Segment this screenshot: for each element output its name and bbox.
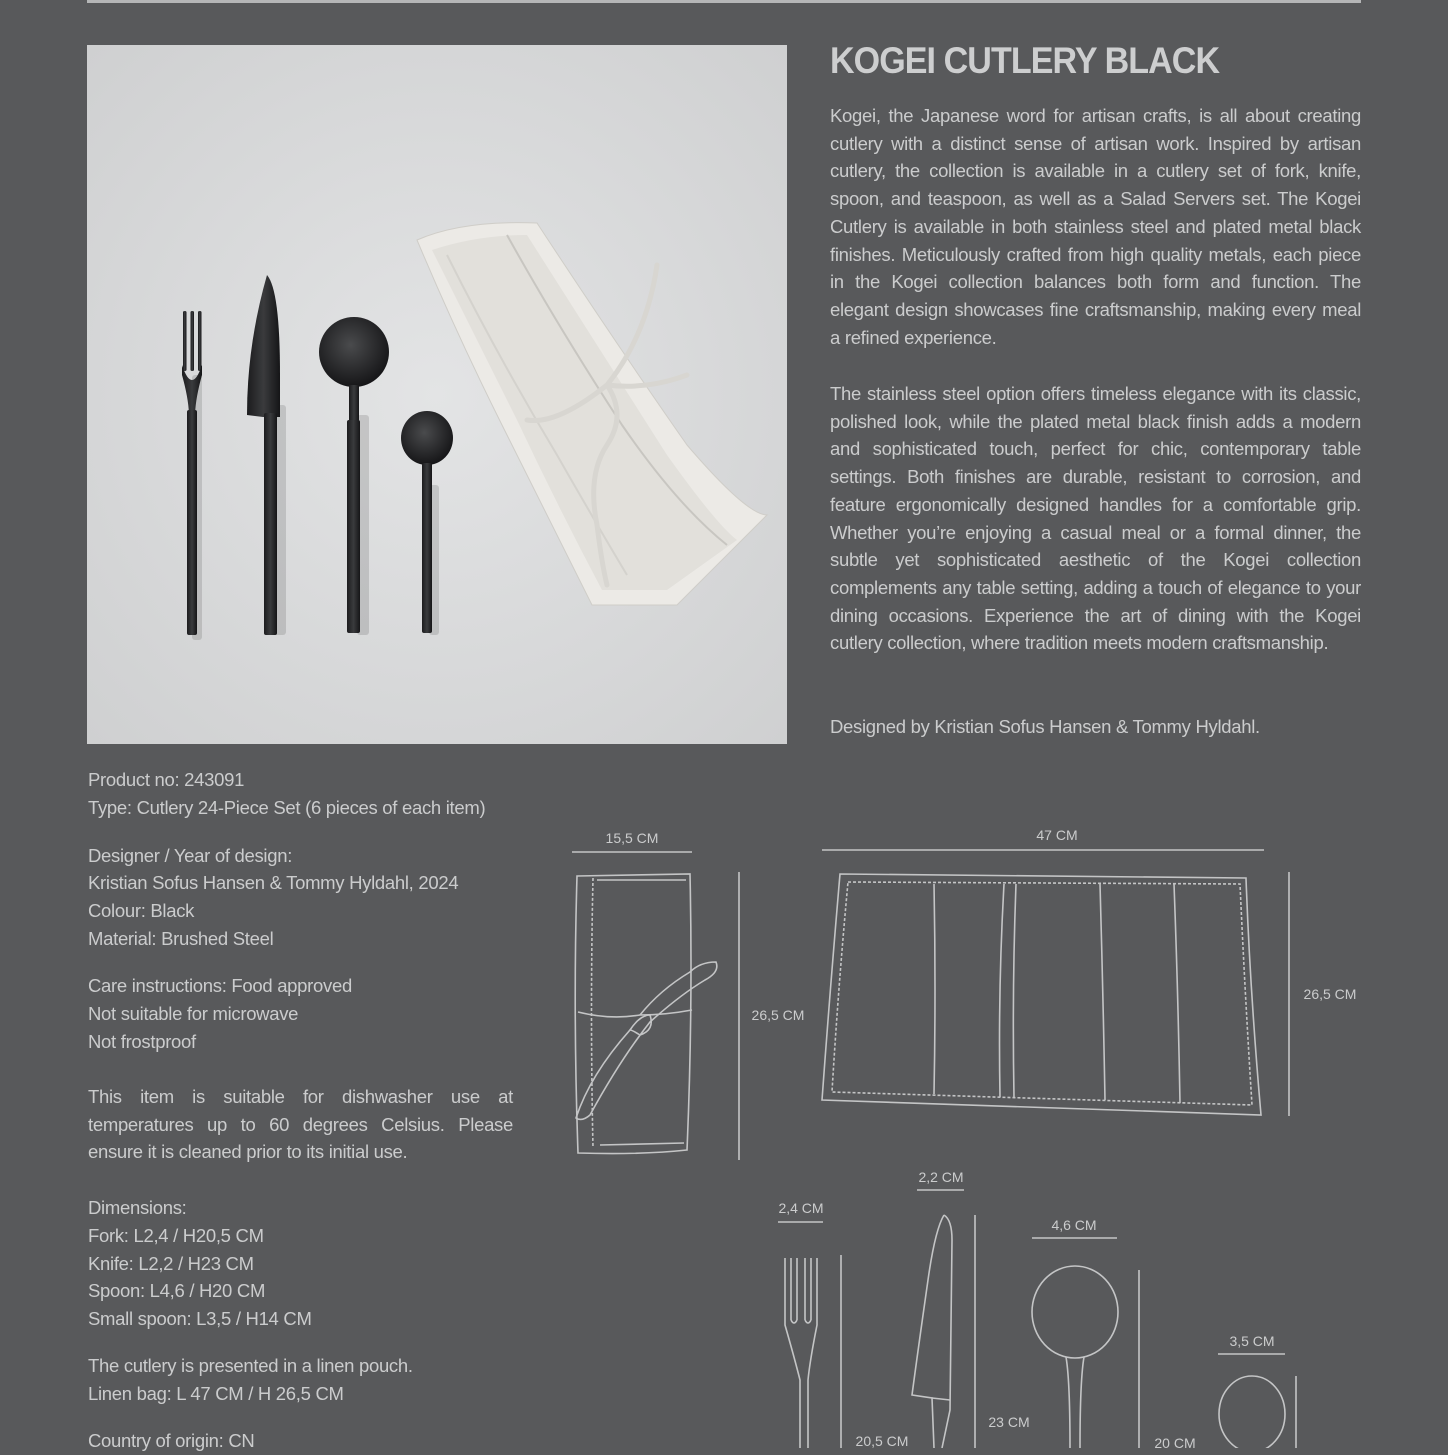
dimension-knife: Knife: L2,2 / H23 CM xyxy=(88,1253,254,1274)
knife-height-label: 23 CM xyxy=(988,1414,1030,1430)
spoon-drawing xyxy=(1032,1217,1196,1448)
care-instructions: Care instructions: Food approved xyxy=(88,975,352,996)
care-microwave: Not suitable for microwave xyxy=(88,1003,299,1024)
rolled-pouch-height-label: 26,5 CM xyxy=(751,1007,805,1023)
country-of-origin: Country of origin: CN xyxy=(88,1430,255,1451)
fork-height-label: 20,5 CM xyxy=(855,1433,909,1448)
dimension-fork: Fork: L2,4 / H20,5 CM xyxy=(88,1225,264,1246)
fork-width-label: 2,4 CM xyxy=(778,1200,824,1216)
product-type: Type: Cutlery 24-Piece Set (6 pieces of each item) xyxy=(88,797,486,818)
spoon-width-label: 4,6 CM xyxy=(1051,1217,1097,1233)
description-paragraph-2: The stainless steel option offers timeless elegance with its classic, polished look, while the plated metal black finish adds a modern and sophisticated touch, perfect for chic, contemporary table settings. Both finishes are durable, resistant to corrosion, and feature ergonomically designed handles for a comfortable grip. Whether you’re enjoying a casual meal or a formal dinner, the subtle yet sophisticated aesthetic of the Kogei collection complements any table setting, adding a touch of elegance to your dining occasions. Experience the art of dining with the Kogei cutlery collection, where tradition meets modern craftsmanship. xyxy=(830,383,1361,654)
open-pouch-drawing xyxy=(822,827,1356,1116)
fork-drawing xyxy=(778,1200,908,1448)
dimension-spoon: Spoon: L4,6 / H20 CM xyxy=(88,1280,266,1301)
spoon-height-label: 20 CM xyxy=(1154,1435,1196,1448)
knife-width-label: 2,2 CM xyxy=(918,1169,964,1185)
pouch-dimensions: Linen bag: L 47 CM / H 26,5 CM xyxy=(88,1383,344,1404)
knife-drawing xyxy=(912,1169,1030,1448)
designer-label: Designer / Year of design: xyxy=(88,845,293,866)
product-photo xyxy=(87,45,787,744)
small-spoon-drawing xyxy=(1218,1333,1296,1448)
top-rule xyxy=(87,0,1361,3)
small-spoon-width-label: 3,5 CM xyxy=(1229,1333,1275,1349)
cutlery-on-napkin-image xyxy=(87,45,787,744)
product-number: Product no: 243091 xyxy=(88,769,245,790)
open-pouch-width-label: 47 CM xyxy=(1036,827,1078,843)
designer-value: Kristian Sofus Hansen & Tommy Hyldahl, 2024 xyxy=(88,872,459,893)
dimensions-label: Dimensions: xyxy=(88,1197,187,1218)
dishwasher-note: This item is suitable for dishwasher use at temperatures up to 60 degrees Celsius. Please ensure it is cleaned prior to its initial use. xyxy=(88,1086,513,1163)
care-frost: Not frostproof xyxy=(88,1031,196,1052)
material: Material: Brushed Steel xyxy=(88,928,274,949)
rolled-pouch-width-label: 15,5 CM xyxy=(605,830,659,846)
rolled-pouch-drawing xyxy=(572,830,804,1160)
designed-by: Designed by Kristian Sofus Hansen & Tommy Hyldahl. xyxy=(830,716,1260,737)
dimension-small-spoon: Small spoon: L3,5 / H14 CM xyxy=(88,1308,312,1329)
product-title: KOGEI CUTLERY BLACK xyxy=(830,40,1220,81)
pouch-note: The cutlery is presented in a linen pouch. xyxy=(88,1355,413,1376)
colour: Colour: Black xyxy=(88,900,195,921)
open-pouch-height-label: 26,5 CM xyxy=(1303,986,1357,1002)
description-paragraph-1: Kogei, the Japanese word for artisan crafts, is all about creating cutlery with a distinct sense of artisan work. Inspired by artisan cutlery, the collection is available in a cutlery set of fork, knife, spoon, and teaspoon, as well as a Salad Servers set. The Kogei Cutlery is available in both stainless steel and plated metal black finishes. Meticulously crafted from high quality metals, each piece in the Kogei collection balances both form and function. The elegant design showcases fine craftsmanship, making every meal a refined experience. xyxy=(830,105,1361,348)
